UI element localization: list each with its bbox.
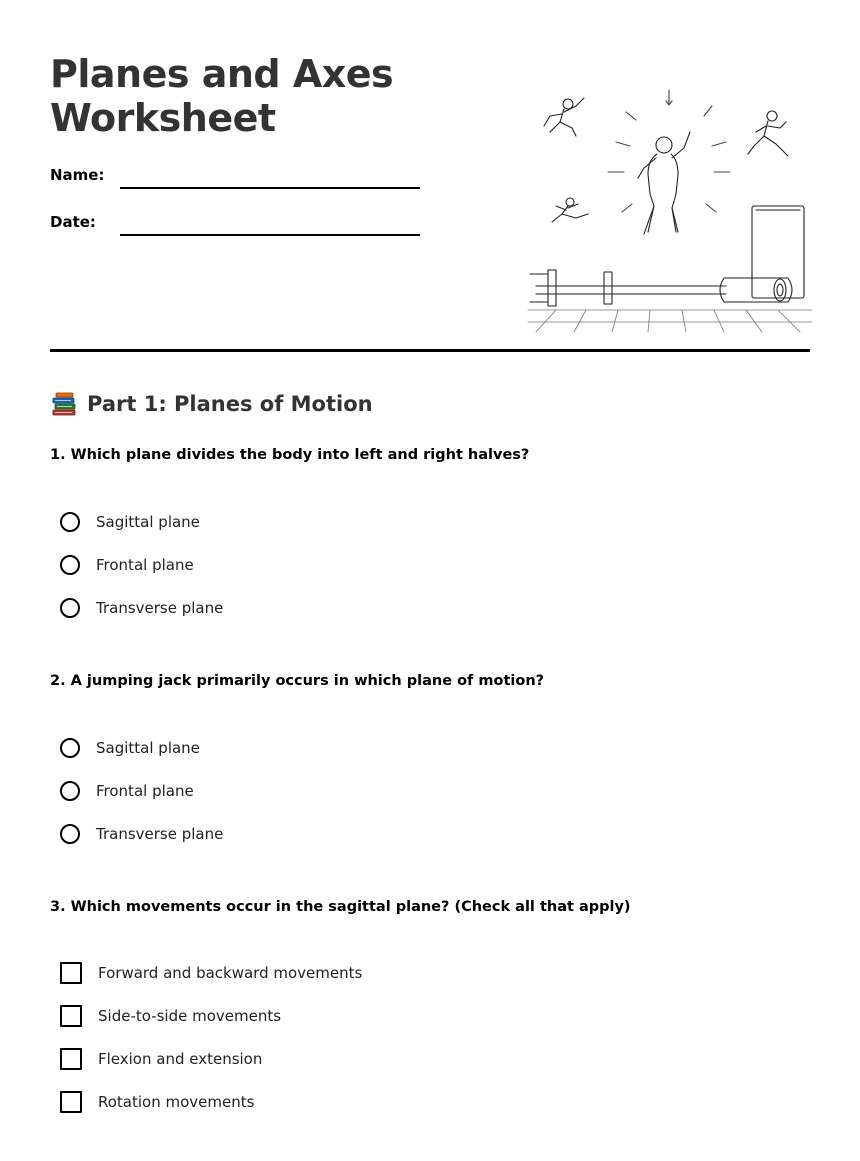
checkbox[interactable] (60, 962, 82, 984)
option-label: Flexion and extension (98, 1050, 263, 1068)
q3-option-forward-backward[interactable] (60, 961, 362, 985)
option-label: Side-to-side movements (98, 1007, 282, 1025)
option-label: Forward and backward movements (98, 964, 363, 982)
central-figure-icon (638, 132, 690, 234)
option-label: Rotation movements (98, 1093, 255, 1111)
books-icon (50, 390, 78, 418)
radio-button[interactable] (60, 824, 80, 844)
name-label: Name: (50, 166, 105, 184)
q1-option-frontal[interactable] (60, 553, 194, 577)
question-3: 3. Which movements occur in the sagittal plane? (Check all that apply) (50, 899, 631, 915)
leaping-figure-icon (544, 98, 584, 136)
name-field[interactable] (120, 187, 420, 189)
q3-option-flexion-extension[interactable] (60, 1047, 262, 1071)
athlete-illustration (526, 82, 812, 334)
header-divider (50, 349, 810, 352)
radio-button[interactable] (60, 738, 80, 758)
q2-option-transverse[interactable] (60, 822, 223, 846)
radio-button[interactable] (60, 598, 80, 618)
section-heading-text: Part 1: Planes of Motion (87, 392, 373, 416)
radio-button[interactable] (60, 512, 80, 532)
jumping-figure-icon (552, 198, 588, 222)
option-label: Transverse plane (96, 599, 224, 617)
radio-button[interactable] (60, 781, 80, 801)
question-2: 2. A jumping jack primarily occurs in which plane of motion? (50, 673, 545, 689)
radio-button[interactable] (60, 555, 80, 575)
option-label: Sagittal plane (96, 739, 200, 757)
page-title: Planes and Axes Worksheet (50, 52, 394, 140)
q3-option-side-to-side[interactable] (60, 1004, 281, 1028)
checkbox[interactable] (60, 1048, 82, 1070)
option-label: Sagittal plane (96, 513, 200, 531)
q2-option-sagittal[interactable] (60, 736, 200, 760)
q2-option-frontal[interactable] (60, 779, 194, 803)
checkbox[interactable] (60, 1091, 82, 1113)
date-field[interactable] (120, 234, 420, 236)
section-heading (50, 389, 373, 419)
option-label: Frontal plane (96, 556, 194, 574)
option-label: Transverse plane (96, 825, 224, 843)
question-1: 1. Which plane divides the body into left and right halves? (50, 447, 530, 463)
q3-option-rotation[interactable] (60, 1090, 254, 1114)
q1-option-sagittal[interactable] (60, 510, 200, 534)
running-figure-icon (748, 111, 788, 156)
option-label: Frontal plane (96, 782, 194, 800)
q1-option-transverse[interactable] (60, 596, 223, 620)
date-label: Date: (50, 213, 96, 231)
checkbox[interactable] (60, 1005, 82, 1027)
